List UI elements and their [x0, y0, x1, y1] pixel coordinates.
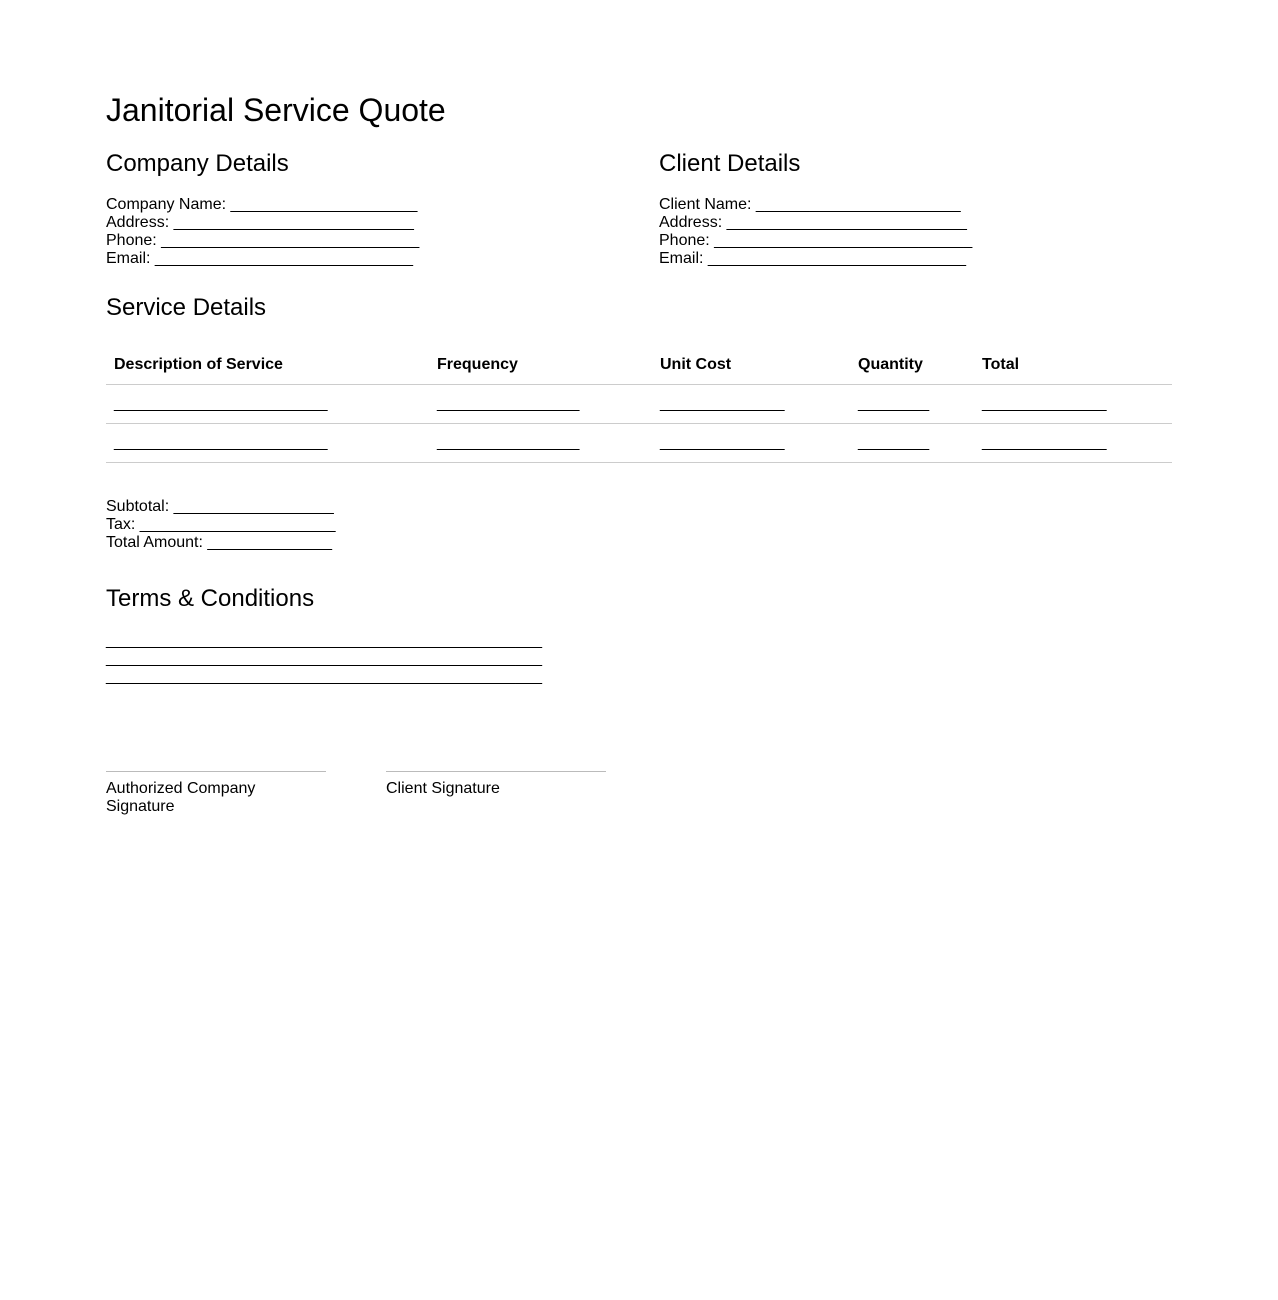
company-details-heading: Company Details — [106, 150, 289, 177]
client-name-field[interactable]: Client Name: _______________________ — [659, 196, 961, 213]
service-details-heading: Service Details — [106, 294, 267, 321]
company-name-field[interactable]: Company Name: _____________________ — [106, 196, 418, 213]
unit-cost-cell[interactable]: ______________ — [652, 385, 850, 424]
terms-heading: Terms & Conditions — [106, 585, 315, 612]
signature-section — [106, 771, 666, 816]
column-header-quantity: Quantity — [850, 345, 974, 385]
quantity-cell[interactable]: ________ — [850, 385, 974, 424]
company-details-section — [106, 150, 419, 268]
company-signature-block[interactable] — [106, 771, 326, 816]
client-details-heading: Client Details — [659, 150, 801, 177]
frequency-cell[interactable]: ________________ — [429, 424, 652, 463]
table-row — [106, 385, 1172, 424]
client-phone-field[interactable]: Phone: _____________________________ — [659, 232, 973, 249]
company-signature-label: Authorized Company Signature — [106, 780, 256, 815]
client-signature-block[interactable] — [386, 771, 606, 816]
description-cell[interactable]: ________________________ — [106, 385, 429, 424]
total-cell[interactable]: ______________ — [974, 385, 1172, 424]
tax-field[interactable]: Tax: ______________________ — [106, 516, 336, 533]
subtotal-field[interactable]: Subtotal: __________________ — [106, 498, 334, 515]
company-phone-field[interactable]: Phone: _____________________________ — [106, 232, 420, 249]
client-address-field[interactable]: Address: ___________________________ — [659, 214, 967, 231]
client-details-section — [659, 150, 972, 268]
column-header-frequency: Frequency — [429, 345, 652, 385]
column-header-description: Description of Service — [106, 345, 429, 385]
company-email-field[interactable]: Email: _____________________________ — [106, 250, 413, 267]
totals-section — [106, 498, 336, 552]
page-title: Janitorial Service Quote — [106, 92, 446, 128]
table-header-row — [106, 345, 1172, 385]
description-cell[interactable]: ________________________ — [106, 424, 429, 463]
service-table — [106, 345, 1172, 463]
column-header-unit-cost: Unit Cost — [652, 345, 850, 385]
column-header-total: Total — [974, 345, 1172, 385]
unit-cost-cell[interactable]: ______________ — [652, 424, 850, 463]
total-amount-field[interactable]: Total Amount: ______________ — [106, 534, 332, 551]
client-signature-label: Client Signature — [386, 780, 500, 797]
table-row — [106, 424, 1172, 463]
frequency-cell[interactable]: ________________ — [429, 385, 652, 424]
terms-line[interactable]: _________________________________________________ — [106, 668, 543, 685]
client-email-field[interactable]: Email: _____________________________ — [659, 250, 966, 267]
company-address-field[interactable]: Address: ___________________________ — [106, 214, 414, 231]
total-cell[interactable]: ______________ — [974, 424, 1172, 463]
terms-lines[interactable] — [106, 632, 542, 686]
terms-line[interactable]: _________________________________________________ — [106, 632, 543, 649]
terms-line[interactable]: _________________________________________________ — [106, 650, 543, 667]
quantity-cell[interactable]: ________ — [850, 424, 974, 463]
